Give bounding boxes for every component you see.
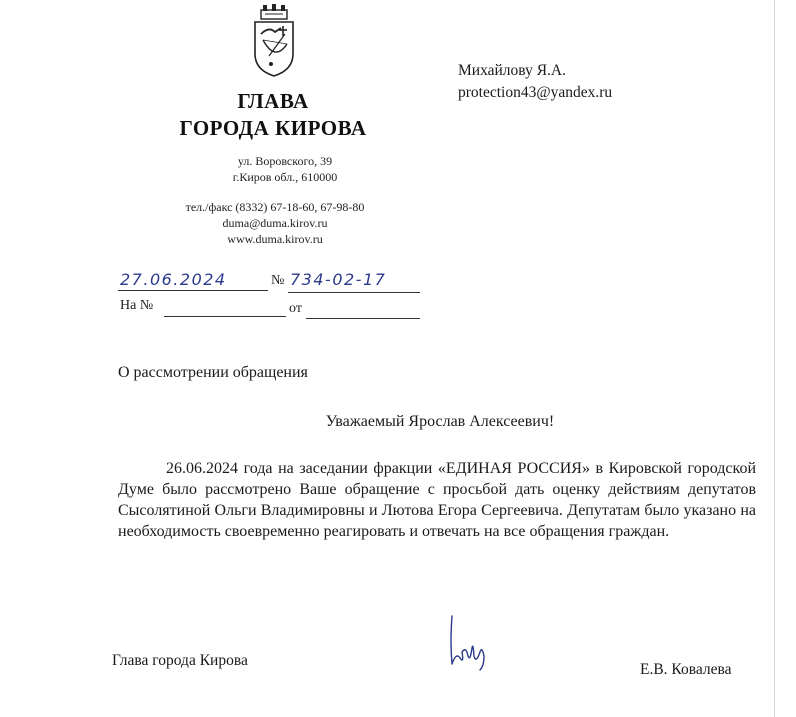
reply-number-underline — [164, 316, 286, 317]
letter-subject: О рассмотрении обращения — [118, 364, 308, 381]
page-edge — [774, 0, 775, 717]
address-city: г.Киров обл., 610000 — [232, 170, 338, 184]
recipient-name: Михайлову Я.А. — [458, 62, 566, 79]
registration-number-label: № — [271, 273, 285, 288]
sender-address — [170, 153, 400, 185]
registration-date-underline — [118, 290, 268, 291]
registration-number-underline — [288, 292, 420, 293]
sender-title-line1: ГЛАВА — [237, 89, 309, 113]
address-street: ул. Воровского, 39 — [237, 154, 333, 168]
letter-body: 26.06.2024 года на заседании фракции «ЕДИНАЯ РОССИЯ» в Кировской городской Думе было рассмотрено Ваше обращение с просьбой дать оценку действиям депутатов Сысолятиной Ольги Владимировны и Лютова Егора Сергеевича. Депутатам было указано на необходимость своевременно реагировать и отвечать на все обращения граждан. — [118, 460, 756, 540]
city-coat-of-arms-icon — [251, 4, 297, 78]
contact-email: duma@duma.kirov.ru — [222, 216, 328, 230]
sender-title — [150, 88, 396, 142]
recipient-email: protection43@yandex.ru — [458, 84, 613, 101]
contact-website: www.duma.kirov.ru — [227, 232, 323, 246]
registration-number: 734-02-17 — [290, 270, 387, 289]
reply-from-label: от — [289, 301, 302, 316]
reply-from-underline — [306, 318, 420, 319]
contact-phone: тел./факс (8332) 67-18-60, 67-98-80 — [185, 200, 365, 214]
handwritten-signature — [446, 612, 490, 672]
sender-title-line2: ГОРОДА КИРОВА — [179, 116, 367, 140]
signatory-name: Е.В. Ковалева — [640, 661, 732, 678]
signatory-position: Глава города Кирова — [112, 652, 248, 669]
letter-salutation: Уважаемый Ярослав Алексеевич! — [325, 413, 555, 430]
recipient-block — [458, 60, 612, 104]
sender-contacts — [150, 199, 400, 247]
reply-number-label: На № — [120, 298, 154, 313]
registration-date: 27.06.2024 — [120, 270, 227, 289]
